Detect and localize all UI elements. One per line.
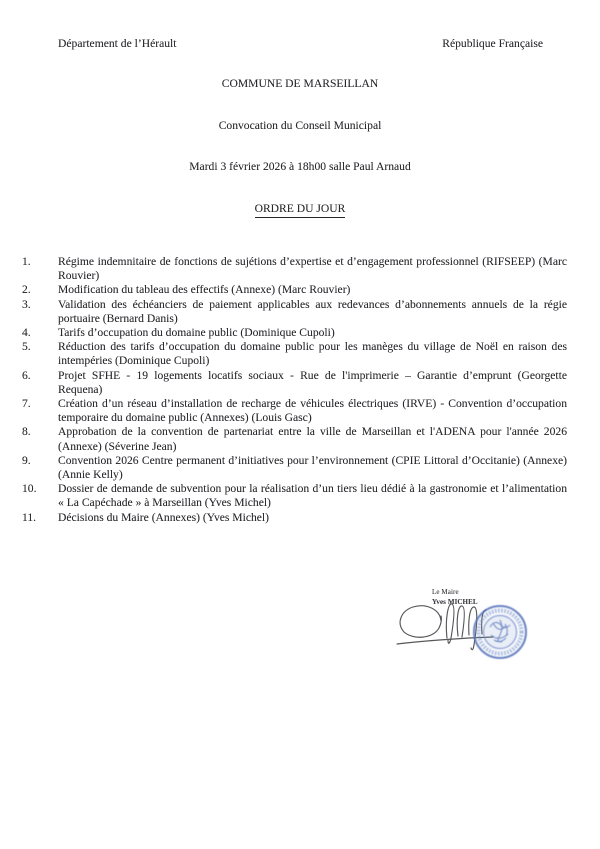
signature-and-stamp-graphic [390,580,540,665]
agenda-item [22,369,567,397]
agenda-item [22,340,567,368]
agenda-list [22,255,567,525]
agenda-item-text: Modification du tableau des effectifs (Annexe) (Marc Rouvier) [58,283,351,297]
department-label: Département de l’Hérault [58,37,177,50]
official-stamp [474,606,526,658]
session-date-location: Mardi 3 février 2026 à 18h00 salle Paul Arnaud [189,160,411,173]
agenda-item [22,482,567,510]
agenda-item-number: 11. [22,510,37,524]
agenda-item-text: Convention 2026 Centre permanent d’initiatives pour l’environnement (CPIE Littoral d’Occitanie) (Annexe) (Annie Kelly) [58,453,567,482]
agenda-item-text: Projet SFHE - 19 logements locatifs sociaux - Rue de l'imprimerie – Garantie d’emprunt (Georgette Requena) [58,368,567,396]
agenda-item [22,298,567,326]
agenda-item [22,283,567,297]
agenda-item [22,397,567,425]
agenda-item-text: Réduction des tarifs d’occupation du domaine public pour les manèges du village de Noël en raison des intempéries (Dominique Cupoli) [58,340,567,368]
document-subtitle: Convocation du Conseil Municipal [218,119,382,132]
agenda-item [22,326,567,340]
agenda-item-number: 5. [22,340,31,354]
agenda-item-number: 7. [22,397,31,411]
signature-role-label: Le Maire [432,588,459,596]
agenda-item-text: Approbation de la convention de partenariat entre la ville de Marseillan et l'ADENA pour l'année 2026 (Annexe) (Séverine Jean) [58,425,567,453]
agenda-item-text: Tarifs d’occupation du domaine public (Dominique Cupoli) [58,326,335,340]
agenda-item-number: 9. [22,453,31,467]
signature-name-label: Yves MICHEL [432,598,478,606]
agenda-item-number: 8. [22,425,31,439]
agenda-heading-text: ORDRE DU JOUR [255,202,346,218]
agenda-heading [0,202,600,218]
agenda-item-text: Dossier de demande de subvention pour la réalisation d’un tiers lieu dédié à la gastronomie et l’alimentation « La Capéchade » à Marseillan (Yves Michel) [58,482,567,510]
agenda-item-number: 2. [22,283,31,297]
agenda-item [22,511,567,525]
agenda-item-text: Décisions du Maire (Annexes) (Yves Michel) [58,510,270,524]
republic-label: République Française [442,37,543,50]
agenda-item-number: 6. [22,368,31,382]
agenda-item [22,425,567,453]
agenda-item-text: Régime indemnitaire de fonctions de sujétions d’expertise et d’engagement professionnel (RIFSEEP) (Marc Rouvier) [58,255,567,283]
agenda-item [22,255,567,283]
agenda-item-number: 10. [22,482,37,496]
agenda-item-number: 4. [22,326,31,340]
document-header [58,37,543,51]
commune-title: COMMUNE DE MARSEILLAN [221,77,379,90]
agenda-item [22,454,567,482]
agenda-item-text: Validation des échéanciers de paiement applicables aux redevances d’abonnements annuels de la régie portuaire (Bernard Danis) [58,297,567,325]
agenda-item-number: 1. [22,255,31,268]
agenda-item-text: Création d’un réseau d’installation de recharge de véhicules électriques (IRVE) - Convention d’occupation temporaire du domaine public (Annexes) (Louis Gasc) [58,397,567,425]
agenda-item-number: 3. [22,297,31,311]
